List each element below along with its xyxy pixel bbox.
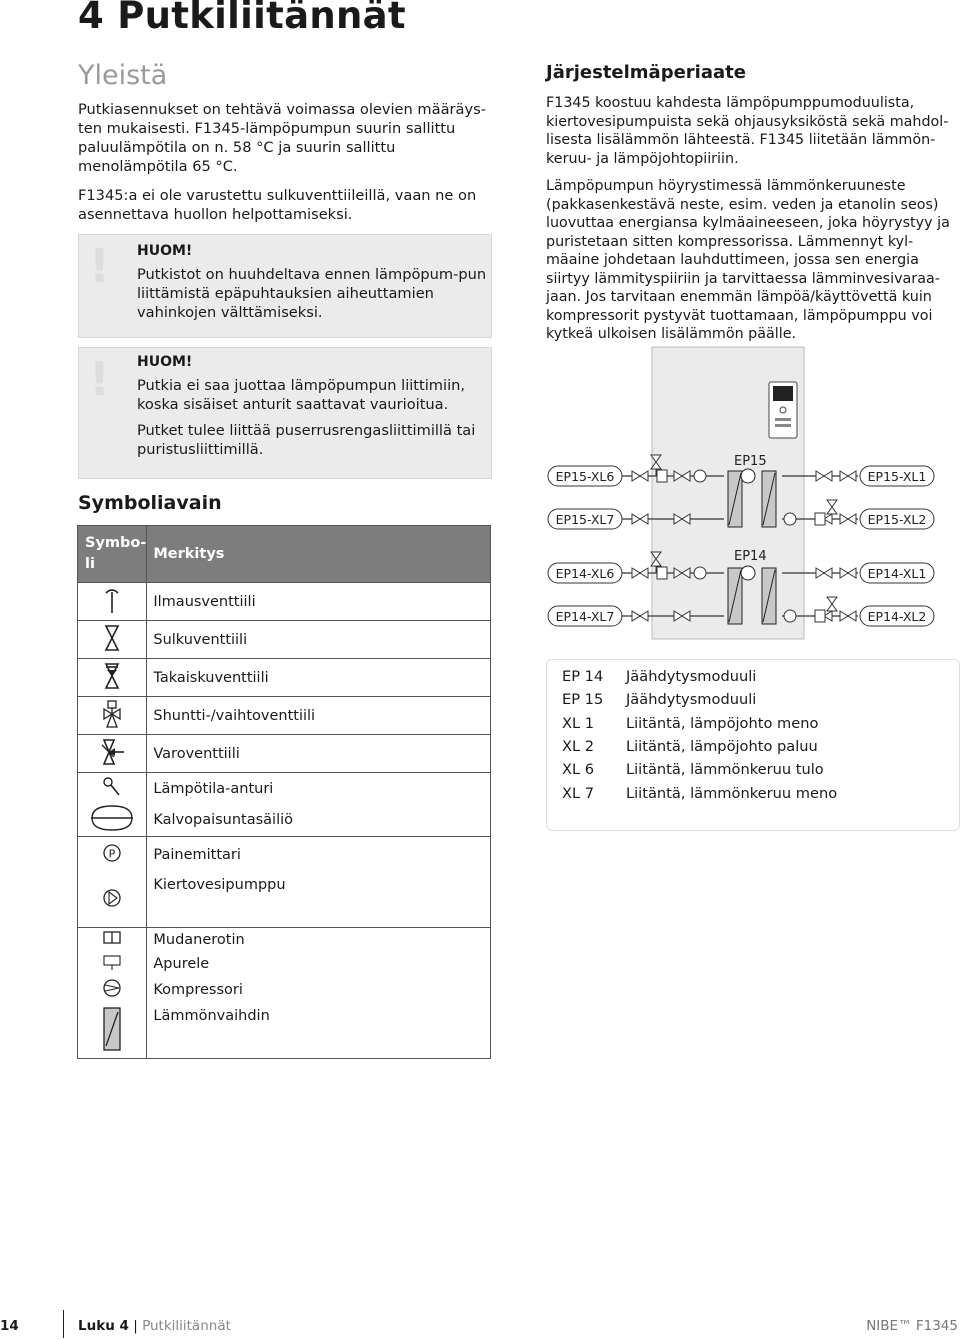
legend-description: Liitäntä, lämmönkeruu tulo bbox=[626, 761, 824, 779]
notice-text: Putket tulee liittää puserrusrengasliittimillä tai puristusliittimillä. bbox=[137, 422, 476, 458]
table-row bbox=[78, 1004, 491, 1059]
chapter-name: Putkiliitännät bbox=[142, 1318, 231, 1334]
warning-icon: ! bbox=[89, 239, 110, 293]
table-row bbox=[78, 583, 491, 621]
notice-text: Putkia ei saa juottaa lämpöpumpun liittimiin, koska sisäiset anturit saattavat vaurioitua. bbox=[137, 377, 466, 413]
module-label-ep14: EP14 bbox=[734, 549, 767, 564]
section-heading-system-principle: Järjestelmäperiaate bbox=[546, 62, 746, 83]
safety-valve-icon bbox=[78, 735, 147, 773]
section-heading-general: Yleistä bbox=[78, 60, 168, 91]
port-label: EP14-XL2 bbox=[867, 609, 927, 624]
product-name: NIBE™ F1345 bbox=[866, 1318, 958, 1334]
legend-code: EP 14 bbox=[562, 668, 604, 685]
port-label: EP15-XL1 bbox=[867, 469, 927, 484]
table-row bbox=[78, 837, 491, 874]
footer-divider bbox=[63, 1310, 64, 1338]
symbol-table bbox=[77, 525, 491, 1059]
footer-chapter bbox=[78, 1318, 231, 1334]
table-row bbox=[78, 773, 491, 805]
expansion-vessel-icon bbox=[78, 804, 147, 837]
table-row bbox=[78, 873, 491, 928]
legend-code: XL 7 bbox=[562, 784, 595, 802]
symbol-label: Kompressori bbox=[147, 976, 491, 1004]
symbol-label: Varoventtiili bbox=[147, 735, 491, 773]
non-return-valve-icon bbox=[78, 659, 147, 697]
chapter-label: Luku 4 bbox=[78, 1318, 129, 1334]
legend-description: Jäähdytysmoduuli bbox=[626, 691, 757, 709]
auxiliary-relay-icon bbox=[78, 952, 147, 976]
symbol-key-heading: Symboliavain bbox=[78, 492, 222, 514]
module-label-ep15: EP15 bbox=[734, 454, 767, 469]
port-label: EP14-XL6 bbox=[555, 566, 615, 581]
compressor-icon bbox=[78, 976, 147, 1004]
table-row bbox=[78, 697, 491, 735]
symbol-label: Ilmausventtiili bbox=[147, 583, 491, 621]
shutoff-valve-icon bbox=[78, 621, 147, 659]
table-row bbox=[78, 804, 491, 837]
table-row bbox=[78, 621, 491, 659]
warning-icon: ! bbox=[89, 352, 110, 406]
pressure-gauge-icon bbox=[78, 837, 147, 874]
system-paragraph-1: F1345 koostuu kahdesta lämpöpumppumoduulista, kiertovesipumpuista sekä ohjausyksiköstä sekä mahdol-lisesta lisälämmön lähteestä. F1345 liitetään lämmön-keruu- ja lämpöjohtopiiriin. bbox=[546, 95, 949, 167]
heat-exchanger-icon bbox=[78, 1004, 147, 1059]
table-header-row bbox=[78, 526, 491, 583]
table-row bbox=[78, 928, 491, 953]
temperature-sensor-icon bbox=[78, 773, 147, 805]
table-row bbox=[78, 659, 491, 697]
legend-description: Liitäntä, lämmönkeruu meno bbox=[626, 784, 838, 802]
table-row bbox=[78, 952, 491, 976]
notice-title: HUOM! bbox=[137, 354, 193, 370]
notice-box-1 bbox=[78, 234, 492, 338]
symbol-label: Kiertovesipumppu bbox=[147, 873, 491, 928]
port-label: EP15-XL2 bbox=[867, 512, 927, 527]
symbol-label: Sulkuventtiili bbox=[147, 621, 491, 659]
particle-filter-icon bbox=[78, 928, 147, 953]
symbol-label: Lämmönvaihdin bbox=[147, 1004, 491, 1059]
notice-text: Putkistot on huuhdeltava ennen lämpöpum-pun liittämistä epäpuhtauksien aiheuttamien vahinkojen välttämiseksi. bbox=[137, 266, 487, 321]
legend-code: EP 15 bbox=[562, 691, 604, 709]
system-diagram bbox=[540, 345, 960, 645]
legend-code: XL 1 bbox=[562, 714, 595, 732]
table-row bbox=[78, 976, 491, 1004]
circulation-pump-icon bbox=[78, 873, 147, 928]
page-number: 14 bbox=[0, 1318, 19, 1334]
column-header-meaning: Merkitys bbox=[147, 526, 491, 583]
port-label: EP15-XL6 bbox=[555, 469, 615, 484]
symbol-label: Shuntti-/vaihtoventtiili bbox=[147, 697, 491, 735]
footer-separator: | bbox=[133, 1318, 138, 1334]
page-title: 4 Putkiliitännät bbox=[78, 0, 406, 37]
symbol-label: Painemittari bbox=[147, 837, 491, 874]
symbol-label: Lämpötila-anturi bbox=[147, 773, 491, 805]
notice-box-2 bbox=[78, 347, 492, 479]
column-header-symbol: Symbo-li bbox=[78, 526, 147, 583]
symbol-label: Kalvopaisuntasäiliö bbox=[147, 804, 491, 837]
port-label: EP15-XL7 bbox=[555, 512, 615, 527]
symbol-label: Mudanerotin bbox=[147, 928, 491, 953]
notice-title: HUOM! bbox=[137, 243, 193, 259]
table-row bbox=[78, 735, 491, 773]
general-paragraph-1: Putkiasennukset on tehtävä voimassa olevien määräys-ten mukaisesti. F1345-lämpöpumpun suurin sallittu paluulämpötila on n. 58 °C ja suurin sallittu menolämpötila 65 °C. bbox=[78, 101, 486, 175]
port-label: EP14-XL1 bbox=[867, 566, 927, 581]
port-label: EP14-XL7 bbox=[555, 609, 615, 624]
symbol-label: Takaiskuventtiili bbox=[147, 659, 491, 697]
system-paragraph-2: Lämpöpumpun höyrystimessä lämmönkeruuneste (pakkasenkestävä neste, esim. veden ja etanolin seos) luovuttaa energiansa kylmäaineeseen, joka höyrystyy ja puristetaan sitten kompressorissa. Lämmennyt kyl-mäaine johdetaan lauhduttimeen, jossa sen energia siirtyy lämmityspiiriin ja tarvittaessa lämminvesivaraa-jaan. Jos tarvitaan enemmän lämpöä/käyttövettä kuin kompressorit pystyvät tuottamaan, lämpöpumppu voi kytkeä ulkoisen lisälämmön päälle. bbox=[546, 178, 950, 342]
air-vent-icon bbox=[78, 583, 147, 621]
legend-description: Liitäntä, lämpöjohto meno bbox=[626, 714, 819, 732]
svg-text:P: P bbox=[108, 847, 116, 861]
legend-description: Jäähdytysmoduuli bbox=[626, 668, 757, 685]
legend-code: XL 6 bbox=[562, 761, 595, 779]
general-paragraph-2: F1345:a ei ole varustettu sulkuventtiileillä, vaan ne on asennettava huollon helpottamiseksi. bbox=[78, 187, 477, 223]
legend-description: Liitäntä, lämpöjohto paluu bbox=[626, 737, 818, 755]
shunt-valve-icon bbox=[78, 697, 147, 735]
legend-code: XL 2 bbox=[562, 737, 595, 755]
symbol-label: Apurele bbox=[147, 952, 491, 976]
